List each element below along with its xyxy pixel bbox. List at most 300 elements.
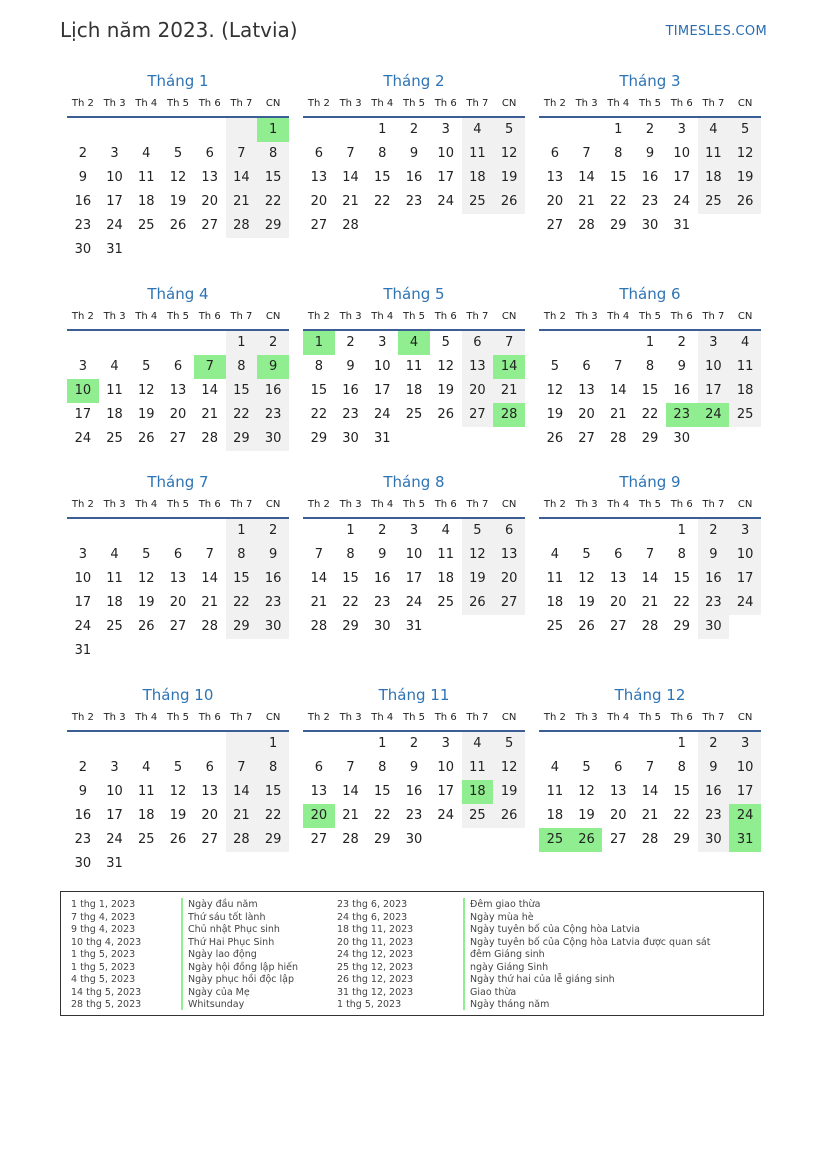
day-cell: 13 (462, 355, 494, 379)
day-cell: 16 (698, 567, 730, 591)
empty-cell (729, 427, 761, 451)
day-cell: 8 (314, 359, 323, 374)
day-cell: 25 (405, 407, 423, 422)
day-cell: 23 (257, 591, 289, 615)
day-cell: 2 (409, 736, 419, 751)
day-cell: 2 (698, 732, 730, 756)
day-cell: 10 (74, 571, 92, 586)
weekday-label: Th 3 (339, 311, 362, 322)
day-cell: 7 (493, 331, 525, 355)
weekday-label: CN (501, 311, 517, 322)
day-cell: 21 (610, 407, 627, 422)
month-block (539, 70, 761, 238)
day-cell: 11 (106, 571, 123, 586)
weekday-header (303, 706, 525, 732)
legend-date: 23 thg 6, 2023 (337, 899, 408, 910)
legend-holiday-name: Ngày phục hồi độc lập (188, 974, 294, 985)
day-cell: 12 (578, 784, 595, 799)
day-cell: 8 (226, 543, 258, 567)
legend-holiday-name: Ngày đầu năm (188, 899, 258, 910)
empty-cell (130, 732, 162, 756)
day-cell: 15 (641, 383, 659, 398)
day-cell: 29 (641, 431, 659, 446)
day-cell: 1 (378, 736, 387, 751)
day-cell: 14 (578, 170, 595, 185)
month-title: Tháng 1 (147, 72, 209, 90)
day-cell: 28 (578, 218, 595, 233)
day-cell: 3 (110, 760, 119, 775)
day-cell: 22 (374, 194, 391, 209)
day-cell: 29 (310, 431, 328, 446)
day-cell: 13 (201, 170, 218, 185)
day-cell: 10 (437, 146, 454, 161)
empty-cell (539, 331, 571, 355)
day-cell: 8 (346, 547, 355, 562)
day-cell: 12 (138, 383, 155, 398)
day-cell: 28 (226, 828, 258, 852)
empty-cell (99, 118, 131, 142)
weekday-label: Th 5 (638, 98, 661, 109)
day-cell: 6 (614, 547, 623, 562)
empty-cell (194, 118, 226, 142)
legend-date: 1 thg 1, 2023 (71, 899, 136, 910)
legend-dates-col-1 (71, 899, 141, 1012)
empty-cell (226, 852, 258, 876)
day-cell: 9 (78, 170, 87, 185)
day-cell: 23 (641, 194, 659, 209)
empty-cell (602, 732, 634, 756)
legend-holiday-name: Ngày mùa hè (470, 911, 534, 923)
weekday-label: Th 3 (339, 98, 362, 109)
weekday-label: Th 5 (402, 98, 425, 109)
day-cell: 4 (142, 760, 151, 775)
day-cell: 19 (493, 166, 525, 190)
empty-cell (194, 732, 226, 756)
month-title: Tháng 3 (619, 72, 681, 90)
empty-cell (698, 214, 730, 238)
day-cell: 24 (729, 591, 761, 615)
weekday-label: Th 4 (135, 98, 158, 109)
empty-cell (366, 214, 398, 238)
day-cell: 24 (74, 619, 92, 634)
weekday-label: Th 6 (670, 98, 693, 109)
day-grid (67, 519, 289, 663)
month-title: Tháng 11 (378, 686, 450, 704)
day-cell: 18 (546, 808, 564, 823)
day-cell: 27 (201, 832, 218, 847)
day-cell: 7 (346, 760, 355, 775)
weekday-label: Th 4 (607, 499, 630, 510)
day-cell: 14 (610, 383, 627, 398)
day-cell: 5 (729, 118, 761, 142)
day-grid (67, 331, 289, 451)
day-cell: 12 (493, 142, 525, 166)
weekday-label: CN (501, 499, 517, 510)
day-grid (303, 331, 525, 451)
day-cell: 21 (342, 808, 359, 823)
day-cell: 4 (550, 547, 559, 562)
day-cell: 11 (729, 355, 761, 379)
day-cell: 27 (610, 832, 627, 847)
weekday-label: Th 7 (702, 311, 725, 322)
weekday-label: Th 6 (670, 311, 693, 322)
weekday-label: CN (501, 712, 517, 723)
legend-holiday-name: Chủ nhật Phục sinh (188, 924, 280, 935)
weekday-label: Th 5 (166, 499, 189, 510)
legend-date: 1 thg 5, 2023 (71, 961, 136, 973)
weekday-label: Th 4 (607, 311, 630, 322)
day-cell: 5 (582, 760, 591, 775)
empty-cell (335, 118, 367, 142)
weekday-label: Th 7 (466, 98, 489, 109)
day-cell: 6 (205, 146, 214, 161)
day-cell: 24 (673, 194, 690, 209)
weekday-label: Th 7 (230, 499, 253, 510)
day-cell: 23 (698, 591, 730, 615)
day-cell: 25 (729, 403, 761, 427)
day-cell: 25 (138, 832, 155, 847)
day-cell: 16 (698, 780, 730, 804)
day-cell: 19 (169, 194, 187, 209)
month-block (67, 70, 289, 262)
day-cell: 19 (546, 407, 564, 422)
weekday-label: Th 7 (702, 499, 725, 510)
day-cell: 14 (342, 170, 359, 185)
empty-cell (99, 732, 131, 756)
day-cell: 19 (138, 595, 155, 610)
day-cell: 25 (437, 595, 454, 610)
day-cell: 25 (546, 619, 564, 634)
empty-cell (571, 118, 603, 142)
day-cell: 13 (169, 571, 187, 586)
day-cell: 7 (346, 146, 355, 161)
day-grid (303, 118, 525, 238)
empty-cell (493, 828, 525, 852)
day-cell: 4 (398, 331, 430, 355)
weekday-label: Th 3 (103, 712, 126, 723)
day-cell: 16 (673, 383, 690, 398)
legend-date: 20 thg 11, 2023 (337, 936, 414, 948)
weekday-label: Th 7 (466, 712, 489, 723)
day-cell: 6 (205, 760, 214, 775)
weekday-header (303, 493, 525, 519)
day-cell: 5 (142, 547, 151, 562)
empty-cell (462, 427, 494, 451)
empty-cell (303, 732, 335, 756)
empty-cell (539, 732, 571, 756)
weekday-label: Th 6 (434, 311, 457, 322)
day-cell: 19 (437, 383, 454, 398)
legend-date: 14 thg 5, 2023 (71, 986, 142, 998)
weekday-label: Th 3 (339, 712, 362, 723)
empty-cell (130, 852, 162, 876)
empty-cell (162, 519, 194, 543)
day-cell: 7 (582, 146, 591, 161)
legend-date: 7 thg 4, 2023 (71, 911, 136, 923)
weekday-label: Th 3 (103, 499, 126, 510)
empty-cell (493, 214, 525, 238)
day-cell: 19 (729, 166, 761, 190)
day-cell: 9 (378, 547, 387, 562)
day-cell: 27 (169, 431, 187, 446)
empty-cell (67, 331, 99, 355)
weekday-label: Th 5 (166, 311, 189, 322)
day-cell: 28 (641, 619, 659, 634)
day-cell: 24 (698, 403, 730, 427)
day-cell: 25 (539, 828, 571, 852)
day-cell: 21 (578, 194, 595, 209)
day-cell: 6 (462, 331, 494, 355)
day-cell: 7 (645, 547, 655, 562)
day-cell: 17 (374, 383, 391, 398)
day-cell: 22 (310, 407, 328, 422)
day-cell: 22 (673, 808, 690, 823)
day-cell: 26 (493, 190, 525, 214)
day-cell: 7 (226, 756, 258, 780)
day-cell: 11 (138, 784, 155, 799)
day-cell: 13 (201, 784, 218, 799)
day-cell: 7 (614, 359, 623, 374)
day-cell: 29 (342, 619, 359, 634)
day-cell: 10 (437, 760, 454, 775)
day-cell: 28 (201, 431, 218, 446)
day-cell: 6 (173, 359, 183, 374)
weekday-label: Th 5 (166, 98, 189, 109)
day-cell: 18 (437, 571, 454, 586)
day-cell: 22 (610, 194, 627, 209)
month-title: Tháng 7 (147, 473, 209, 491)
day-cell: 24 (437, 808, 454, 823)
day-cell: 11 (462, 756, 494, 780)
empty-cell (335, 732, 367, 756)
empty-cell (130, 118, 162, 142)
day-cell: 8 (378, 760, 387, 775)
day-cell: 9 (698, 756, 730, 780)
weekday-label: Th 6 (434, 98, 457, 109)
day-cell: 7 (314, 547, 323, 562)
day-cell: 3 (698, 331, 730, 355)
weekday-label: Th 6 (670, 499, 693, 510)
day-cell: 27 (546, 218, 564, 233)
legend-holiday-name: Đêm giao thừa (470, 899, 541, 910)
day-cell: 6 (550, 146, 559, 161)
day-cell: 14 (310, 571, 328, 586)
legend-date: 26 thg 12, 2023 (337, 974, 414, 985)
day-cell: 26 (578, 619, 595, 634)
weekday-label: Th 3 (339, 499, 362, 510)
day-cell: 19 (493, 780, 525, 804)
day-cell: 20 (310, 194, 328, 209)
day-cell: 19 (169, 808, 187, 823)
day-cell: 6 (493, 519, 525, 543)
weekday-label: Th 4 (371, 98, 394, 109)
day-cell: 23 (74, 218, 92, 233)
day-cell: 4 (110, 547, 119, 562)
empty-cell (634, 519, 666, 543)
weekday-label: CN (265, 712, 281, 723)
legend-names-col-2 (470, 899, 710, 1012)
month-block (539, 471, 761, 639)
day-cell: 19 (138, 407, 155, 422)
empty-cell (99, 639, 131, 663)
day-cell: 5 (550, 359, 559, 374)
weekday-label: Th 7 (702, 98, 725, 109)
day-cell: 6 (314, 146, 323, 161)
weekday-label: Th 7 (702, 712, 725, 723)
empty-cell (257, 852, 289, 876)
weekday-label: Th 6 (198, 499, 221, 510)
day-cell: 15 (226, 567, 258, 591)
empty-cell (194, 331, 226, 355)
day-cell: 25 (106, 619, 123, 634)
empty-cell (194, 519, 226, 543)
day-cell: 13 (578, 383, 595, 398)
empty-cell (67, 118, 99, 142)
day-cell: 1 (677, 523, 686, 538)
weekday-label: Th 4 (607, 712, 630, 723)
day-cell: 2 (698, 519, 730, 543)
day-cell: 13 (310, 170, 328, 185)
empty-cell (698, 427, 730, 451)
legend-holiday-name: Thứ sáu tốt lành (188, 911, 266, 923)
day-cell: 26 (138, 619, 155, 634)
day-grid (539, 732, 761, 852)
day-cell: 14 (342, 784, 359, 799)
day-grid (67, 732, 289, 876)
weekday-label: Th 2 (307, 311, 330, 322)
empty-cell (430, 615, 462, 639)
day-cell: 26 (138, 431, 155, 446)
legend-holiday-name: đêm Giáng sinh (470, 949, 545, 960)
day-cell: 17 (729, 780, 761, 804)
empty-cell (67, 732, 99, 756)
weekday-header (539, 493, 761, 519)
weekday-label: Th 4 (135, 499, 158, 510)
day-cell: 23 (342, 407, 359, 422)
weekday-header (67, 92, 289, 118)
day-cell: 12 (546, 383, 564, 398)
day-cell: 15 (374, 784, 391, 799)
day-cell: 16 (74, 194, 92, 209)
weekday-label: Th 5 (402, 311, 425, 322)
day-cell: 10 (729, 756, 761, 780)
day-cell: 22 (257, 190, 289, 214)
empty-cell (226, 639, 258, 663)
day-cell: 25 (106, 431, 123, 446)
month-title: Tháng 12 (614, 686, 686, 704)
day-cell: 3 (677, 122, 686, 137)
empty-cell (634, 732, 666, 756)
day-cell: 25 (462, 804, 494, 828)
empty-cell (398, 214, 430, 238)
day-cell: 22 (641, 407, 659, 422)
day-cell: 20 (303, 804, 335, 828)
weekday-label: Th 4 (135, 311, 158, 322)
day-cell: 20 (169, 407, 187, 422)
weekday-label: Th 4 (371, 311, 394, 322)
day-cell: 8 (257, 142, 289, 166)
month-title: Tháng 9 (619, 473, 681, 491)
day-cell: 15 (310, 383, 328, 398)
day-cell: 5 (142, 359, 151, 374)
day-cell: 1 (378, 122, 387, 137)
day-cell: 8 (677, 547, 686, 562)
month-block (67, 283, 289, 451)
brand-link[interactable]: TIMESLES.COM (665, 24, 767, 39)
weekday-label: Th 4 (607, 98, 630, 109)
day-cell: 22 (673, 595, 690, 610)
day-cell: 30 (641, 218, 659, 233)
empty-cell (602, 519, 634, 543)
day-cell: 14 (201, 571, 218, 586)
day-cell: 10 (729, 543, 761, 567)
empty-cell (430, 427, 462, 451)
empty-cell (571, 732, 603, 756)
day-cell: 9 (409, 146, 419, 161)
day-cell: 27 (493, 591, 525, 615)
day-cell: 24 (405, 595, 423, 610)
day-cell: 12 (729, 142, 761, 166)
day-cell: 16 (257, 567, 289, 591)
day-cell: 20 (493, 567, 525, 591)
day-cell: 29 (226, 615, 258, 639)
legend-date: 25 thg 12, 2023 (337, 961, 414, 973)
day-cell: 1 (226, 331, 258, 355)
day-cell: 9 (257, 355, 289, 379)
day-cell: 26 (493, 804, 525, 828)
day-cell: 17 (437, 784, 454, 799)
day-cell: 28 (310, 619, 328, 634)
empty-cell (462, 828, 494, 852)
day-cell: 3 (78, 359, 87, 374)
weekday-label: CN (737, 499, 753, 510)
weekday-label: Th 6 (434, 712, 457, 723)
weekday-label: Th 7 (466, 311, 489, 322)
day-cell: 13 (169, 383, 187, 398)
day-cell: 4 (441, 523, 450, 538)
empty-cell (462, 214, 494, 238)
weekday-label: Th 3 (575, 311, 598, 322)
day-cell: 10 (698, 355, 730, 379)
day-cell: 21 (201, 595, 218, 610)
weekday-label: Th 2 (307, 499, 330, 510)
day-cell: 28 (342, 832, 359, 847)
day-cell: 21 (310, 595, 328, 610)
day-cell: 12 (493, 756, 525, 780)
empty-cell (257, 238, 289, 262)
weekday-label: Th 2 (71, 499, 94, 510)
legend-date: 9 thg 4, 2023 (71, 924, 136, 935)
empty-cell (571, 331, 603, 355)
day-cell: 7 (194, 355, 226, 379)
day-cell: 11 (546, 571, 564, 586)
day-cell: 18 (405, 383, 423, 398)
weekday-label: Th 2 (71, 98, 94, 109)
day-cell: 9 (78, 784, 87, 799)
day-cell: 21 (226, 190, 258, 214)
day-cell: 24 (106, 218, 123, 233)
month-block (303, 283, 525, 451)
month-block (539, 684, 761, 852)
day-cell: 6 (614, 760, 623, 775)
day-cell: 30 (257, 427, 289, 451)
day-cell: 8 (226, 355, 258, 379)
day-cell: 17 (698, 379, 730, 403)
legend-date: 24 thg 6, 2023 (337, 911, 408, 923)
legend-date: 4 thg 5, 2023 (71, 974, 136, 985)
day-cell: 1 (257, 118, 289, 142)
day-cell: 13 (310, 784, 328, 799)
